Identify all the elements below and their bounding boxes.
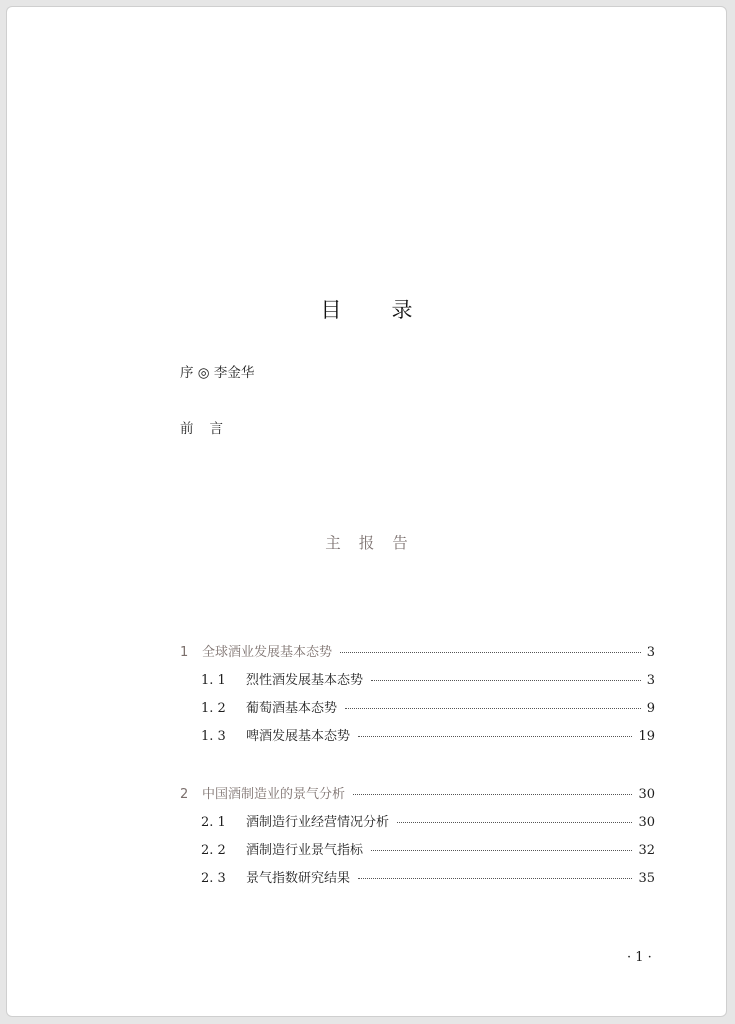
toc-section-2-2[interactable] <box>201 839 655 858</box>
section-title: 景气指数研究结果 <box>246 871 351 886</box>
page-number: 3 <box>646 645 655 660</box>
intro-entry[interactable] <box>180 417 223 437</box>
section-title: 葡萄酒基本态势 <box>246 701 338 716</box>
intro-char-2: 言 <box>209 421 223 437</box>
document-page <box>6 6 727 1017</box>
title-char-1: 目 <box>320 298 342 322</box>
page-number: 3 <box>646 673 655 688</box>
section-number: 1. 3 <box>201 729 226 744</box>
chapter-title: 全球酒业发展基本态势 <box>202 645 333 660</box>
toc-section-2-3[interactable] <box>201 867 655 886</box>
dot-leader <box>345 708 641 709</box>
page-folio: · 1 · <box>627 950 652 965</box>
title-char-2: 录 <box>391 298 413 322</box>
dot-leader <box>371 680 641 681</box>
dot-leader <box>358 878 632 879</box>
chapter-number: 2 <box>180 787 189 802</box>
section-char-1: 主 <box>325 534 341 552</box>
section-title: 啤酒发展基本态势 <box>246 729 351 744</box>
toc-section-1-1[interactable] <box>201 669 655 688</box>
page-number: 35 <box>638 871 655 886</box>
toc-section-2-1[interactable] <box>201 811 655 830</box>
page-title <box>7 294 726 324</box>
chapter-number: 1 <box>180 645 189 660</box>
section-number: 2. 2 <box>201 843 226 858</box>
section-title: 酒制造行业景气指标 <box>246 843 364 858</box>
page-number: 32 <box>638 843 655 858</box>
chapter-title: 中国酒制造业的景气分析 <box>202 787 346 802</box>
dot-leader <box>371 850 632 851</box>
section-heading-main-report <box>7 531 726 553</box>
dot-leader <box>358 736 632 737</box>
section-number: 1. 2 <box>201 701 226 716</box>
page-number: 9 <box>646 701 655 716</box>
dot-leader <box>340 652 641 653</box>
intro-char-1: 前 <box>180 421 194 437</box>
toc-chapter-1[interactable] <box>180 641 655 660</box>
toc-section-1-3[interactable] <box>201 725 655 744</box>
page-number: 30 <box>638 787 655 802</box>
dot-leader <box>353 794 632 795</box>
dot-leader <box>397 822 632 823</box>
section-char-3: 告 <box>392 534 408 552</box>
section-char-2: 报 <box>358 534 375 552</box>
section-title: 酒制造行业经营情况分析 <box>246 815 390 830</box>
page-number: 19 <box>638 729 655 744</box>
page-number: 30 <box>638 815 655 830</box>
foreword-entry[interactable]: 序 ◎ 李金华 <box>180 365 255 381</box>
section-number: 1. 1 <box>201 673 226 688</box>
section-number: 2. 1 <box>201 815 226 830</box>
section-number: 2. 3 <box>201 871 226 886</box>
toc-chapter-2[interactable] <box>180 783 655 802</box>
toc-section-1-2[interactable] <box>201 697 655 716</box>
section-title: 烈性酒发展基本态势 <box>246 673 364 688</box>
